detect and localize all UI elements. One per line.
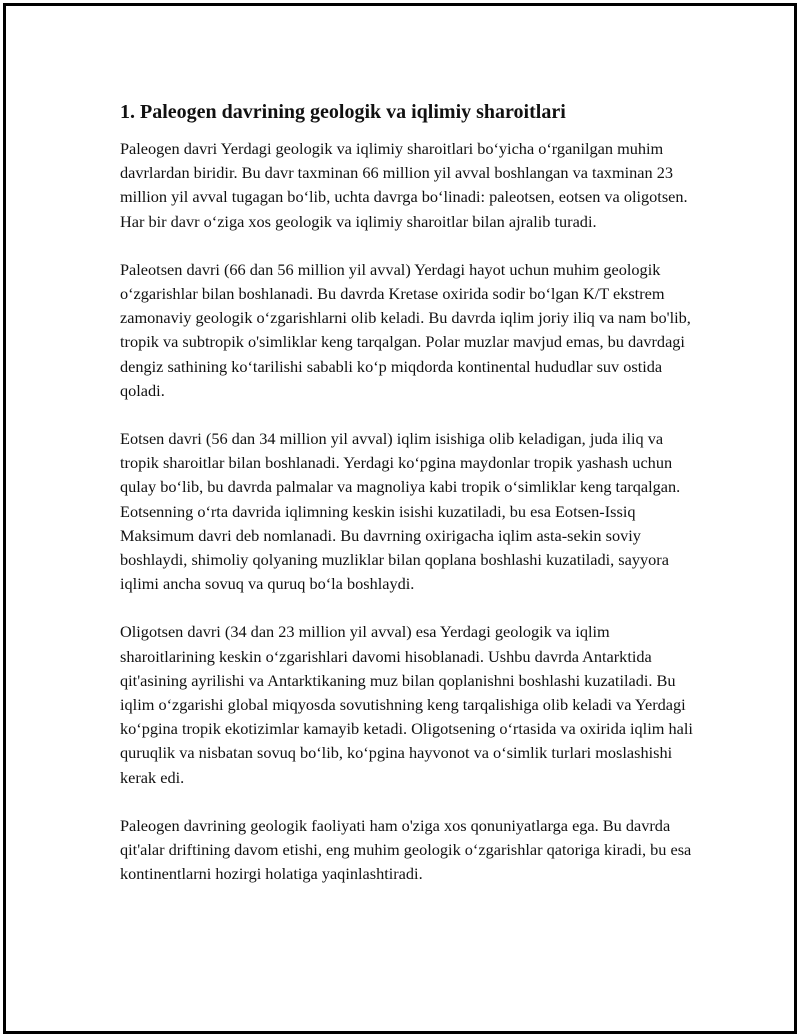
paragraph-eocene: Eotsen davri (56 dan 34 million yil avval) iqlim isishiga olib keladigan, juda iliq va tropik sharoitlar bilan boshlanadi. Yerdagi koʻpgina maydonlar tropik yashash uchun qulay boʻlib, bu davrda palmalar va magnoliya kabi tropik oʻsimliklar keng tarqalgan. Eotsenning oʻrta davrida iqlimning keskin isishi kuzatiladi, bu esa Eotsen-Issiq Maksimum davri deb nomlanadi. Bu davrning oxirigacha iqlim asta-sekin soviy boshlaydi, shimoliy qolyaning muzliklar bilan qoplana boshlashi kuzatiladi, sayyora iqlimi ancha sovuq va quruq boʻla boshlaydi. [120,429,681,594]
paragraph-geology: Paleogen davrining geologik faoliyati ham o'ziga xos qonuniyatlarga ega. Bu davrda qit'alar driftining davom etishi, eng muhim geologik oʻzgarishlar qatoriga kiradi, bu esa kontinentlarni hozirgi holatiga yaqinlashtiradi. [120,815,692,884]
paragraph-oligocene: Oligotsen davri (34 dan 23 million yil avval) esa Yerdagi geologik va iqlim sharoitlarining keskin oʻzgarishlari davomi hisoblanadi. Ushbu davrda Antarktida qit'asining ayrilishi va Antarktikaning muz bilan qoplanishni boshlashi kuzatiladi. Bu iqlim oʻzgarishi global miqyosda sovutishning keng tarqalishiga olib keladi va Yerdagi koʻpgina tropik ekotizimlar kamayib ketadi. Oligotsening oʻrtasida va oxirida iqlim hali quruqlik va nisbatan sovuq boʻlib, koʻpgina hayvonot va oʻsimlik turlari moslashishi kerak edi. [120,622,693,787]
document-title: 1. Paleogen davrining geologik va iqlimiy sharoitlari [120,101,566,123]
page-frame [3,3,797,1034]
document-body [120,99,700,886]
paragraph-intro: Paleogen davri Yerdagi geologik va iqlimiy sharoitlari boʻyicha oʻrganilgan muhim davrlardan biridir. Bu davr taxminan 66 million yil avval boshlangan va taxminan 23 million yil avval tugagan boʻlib, uchta davrga boʻlinadi: paleotsen, eotsen va oligotsen. Har bir davr oʻziga xos geologik va iqlimiy sharoitlar bilan ajralib turadi. [120,139,688,231]
paragraph-paleocene: Paleotsen davri (66 dan 56 million yil avval) Yerdagi hayot uchun muhim geologik oʻzgarishlar bilan boshlanadi. Bu davrda Kretase oxirida sodir boʻlgan K/T ekstrem zamonaviy geologik oʻzgarishlarni olib keladi. Bu davrda iqlim joriy iliq va nam bo'lib, tropik va subtropik o'simliklar keng tarqalgan. Polar muzlar mavjud emas, bu davrdagi dengiz sathining koʻtarilishi sababli koʻp miqdorda kontinental hududlar suv ostida qoladi. [120,259,691,400]
